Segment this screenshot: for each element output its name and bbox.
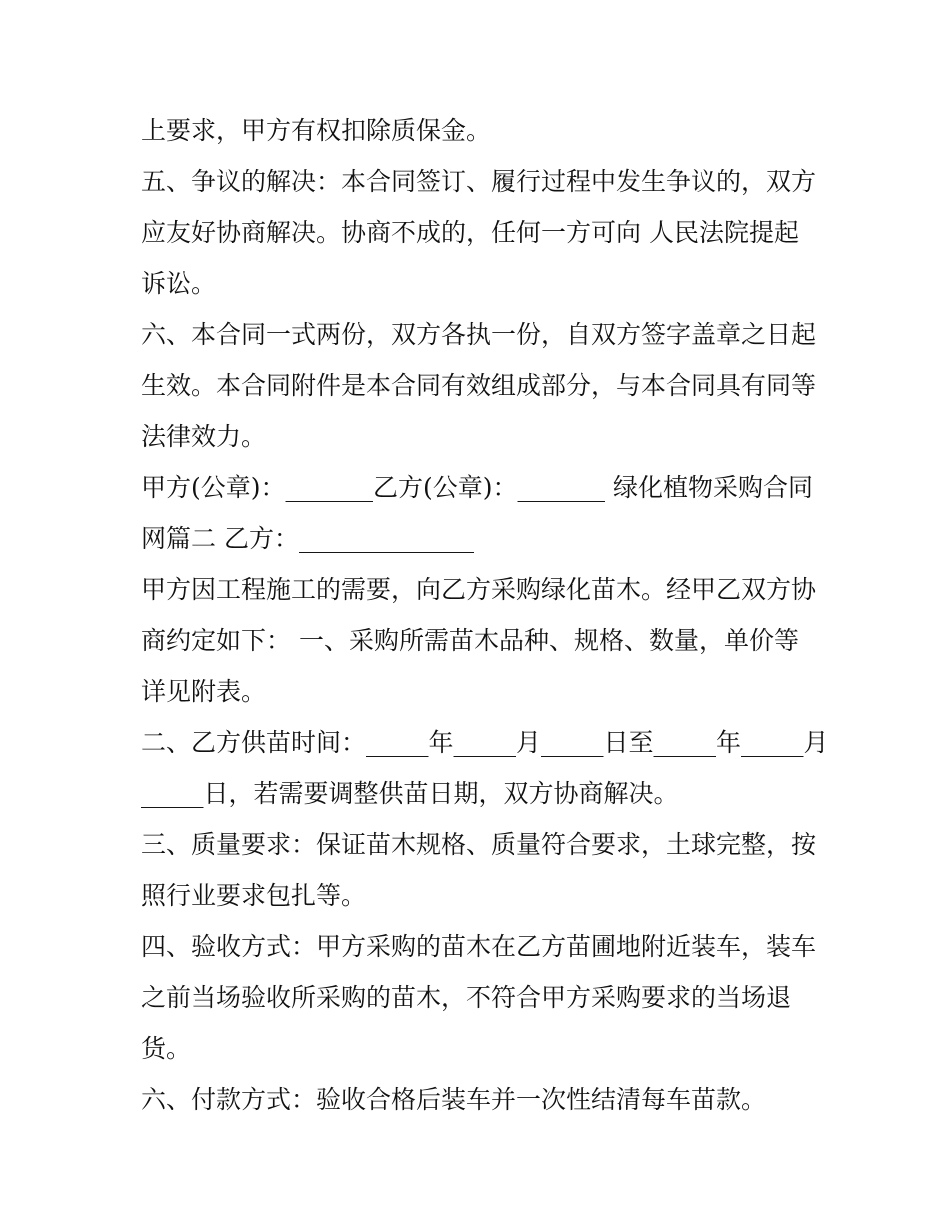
document-body xyxy=(141,105,829,1125)
text-line: _____日，若需要调整供苗日期，双方协商解决。 xyxy=(141,779,679,808)
text-line: 生效。本合同附件是本合同有效组成部分，与本合同具有同等 xyxy=(141,371,817,400)
text-line: 商约定如下： 一、采购所需苗木品种、规格、数量，单价等 xyxy=(141,626,799,655)
text-line: 二、乙方供苗时间：_____年_____月_____日至_____年_____月 xyxy=(141,728,829,757)
text-line: 三、质量要求：保证苗木规格、质量符合要求，土球完整，按 xyxy=(141,830,817,859)
text-line: 详见附表。 xyxy=(141,677,267,706)
text-line: 上要求，甲方有权扣除质保金。 xyxy=(141,116,492,145)
text-line: 四、验收方式：甲方采购的苗木在乙方苗圃地附近装车，装车 xyxy=(141,932,817,961)
text-line: 照行业要求包扎等。 xyxy=(141,881,367,910)
text-line: 货。 xyxy=(141,1034,192,1063)
text-line: 应友好协商解决。协商不成的，任何一方可向 人民法院提起 xyxy=(141,218,799,247)
text-line: 诉讼。 xyxy=(141,269,217,298)
text-line: 甲方因工程施工的需要，向乙方采购绿化苗木。经甲乙双方协 xyxy=(141,575,817,604)
text-line: 五、争议的解决：本合同签订、履行过程中发生争议的，双方 xyxy=(141,167,817,196)
text-line: 六、付款方式：验收合格后装车并一次性结清每车苗款。 xyxy=(141,1085,767,1114)
text-line: 六、本合同一式两份，双方各执一份，自双方签字盖章之日起 xyxy=(141,320,817,349)
text-line: 甲方(公章)：_______乙方(公章)：_______ 绿化植物采购合同 xyxy=(141,473,813,502)
text-line: 之前当场验收所采购的苗木，不符合甲方采购要求的当场退 xyxy=(141,983,792,1012)
text-line: 法律效力。 xyxy=(141,422,267,451)
text-line: 网篇二 乙方：______________ xyxy=(141,524,474,553)
